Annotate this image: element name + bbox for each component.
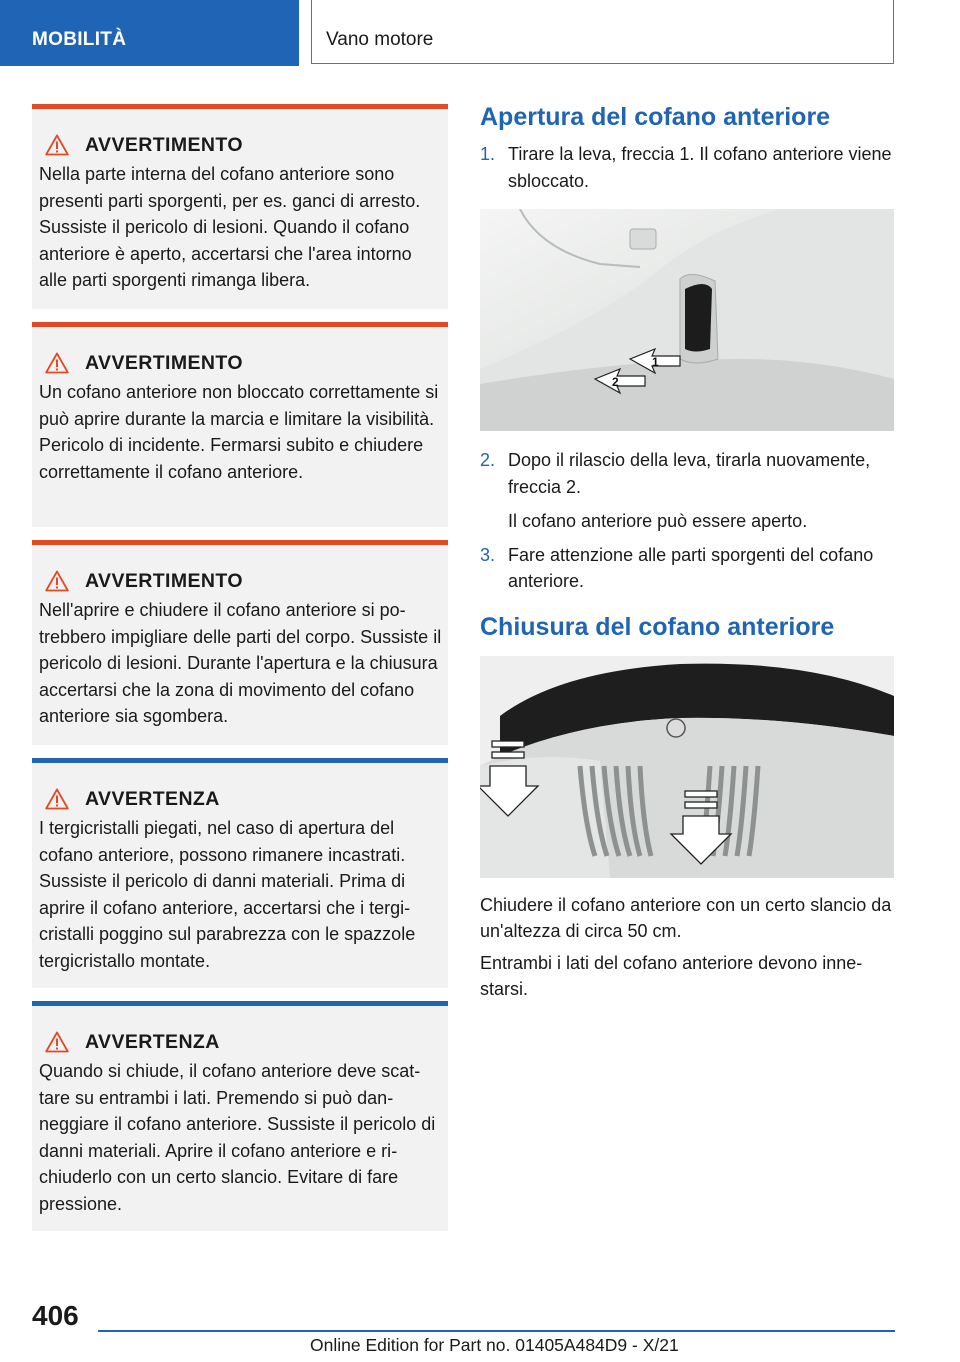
hood-release-lever-illustration — [480, 209, 894, 431]
topic-title: Vano motore — [326, 29, 434, 50]
arrow-label-2: 2 — [612, 375, 619, 389]
warning-text: Nella parte interna del cofano anteriore sono presenti parti sporgenti, per es. ganci di arresto. Sussiste il pericolo di lesioni. Quando il cofano anteriore è aperto, accertarsi che l'area intorno alle parti sporgenti rimanga libera. — [39, 164, 421, 290]
warning-box — [32, 104, 448, 309]
step-text: Fare attenzione alle parti sporgenti del cofano anteriore. — [508, 544, 874, 591]
edition-note: Online Edition for Part no. 01405A484D9 - X/21 — [310, 1335, 679, 1355]
car-front-hood-illustration — [480, 656, 894, 878]
warning-text: Un cofano anteriore non bloccato correttamente si può aprire durante la marcia e limitare la visibilità. Pericolo di incidente. Fermarsi subito e chiudere correttamente il cofano anteriore. — [39, 382, 439, 482]
warning-triangle-icon — [45, 570, 69, 592]
warning-text: Nell'aprire e chiudere il cofano anteriore si potrebbero impigliare delle parti del corpo. Sussiste il pericolo di lesioni. Durante l'apertura e la chiusura accertarsi che la zona di movimento del cofano anteriore sia sgombera. — [39, 600, 442, 726]
content-column — [480, 100, 896, 1003]
closing-paragraph: Chiudere il cofano anteriore con un certo slancio da un'altezza di circa 50 cm. — [480, 894, 892, 941]
notice-box — [32, 758, 448, 988]
step-note: Il cofano anteriore può essere aperto. — [508, 511, 808, 531]
section-title: MOBILITÀ — [32, 29, 127, 50]
step-item — [480, 447, 896, 535]
step-number: 1. — [480, 144, 496, 164]
warning-box — [32, 540, 448, 745]
warnings-column — [32, 104, 448, 1244]
step-number: 3. — [480, 544, 496, 565]
notice-text: I tergicristalli piegati, nel caso di apertura del cofano anteriore, possono rimanere incastrati. Sussiste il pericolo di danni materiali. Prima di aprire il cofano anteriore, accertarsi che i tergicristalli poggino sul parabrezza con le spazzole tergicristallo montate. — [39, 818, 416, 971]
lever-figure — [480, 209, 894, 431]
topic-tab — [311, 0, 894, 64]
step-item — [480, 141, 896, 194]
warning-triangle-icon — [45, 788, 69, 810]
notice-text: Quando si chiude, il cofano anteriore deve scattare su entrambi i lati. Premendo si può danneggiare il cofano anteriore. Sussiste il pericolo di danni materiali. Aprire il cofano anteriore e richiuderlo con un certo slancio. Evitare di fare pressione. — [39, 1061, 436, 1214]
section-tab — [0, 0, 299, 66]
footer-rule — [98, 1330, 895, 1332]
warning-triangle-icon — [45, 352, 69, 374]
opening-heading: Apertura del cofano anteriore — [480, 103, 831, 131]
notice-title: AVVERTENZA — [85, 1030, 220, 1053]
notice-box — [32, 1001, 448, 1231]
warning-triangle-icon — [45, 134, 69, 156]
warning-title: AVVERTIMENTO — [85, 569, 243, 592]
warning-triangle-icon — [45, 1031, 69, 1053]
warning-title: AVVERTIMENTO — [85, 351, 243, 374]
warning-title: AVVERTIMENTO — [85, 133, 243, 156]
step-number: 2. — [480, 450, 496, 470]
step-item — [480, 542, 896, 595]
arrow-label-1: 1 — [652, 355, 659, 369]
step-text: Tirare la leva, freccia 1. Il cofano anteriore viene sbloccato. — [508, 144, 892, 191]
step-text: Dopo il rilascio della leva, tirarla nuovamente, freccia 2. — [508, 450, 871, 497]
closing-paragraph: Entrambi i lati del cofano anteriore devono innestarsi. — [480, 952, 863, 999]
closing-heading: Chiusura del cofano anteriore — [480, 612, 835, 641]
page-number: 406 — [32, 1300, 79, 1331]
notice-title: AVVERTENZA — [85, 787, 220, 810]
warning-box — [32, 322, 448, 527]
hood-closing-figure — [480, 656, 894, 878]
